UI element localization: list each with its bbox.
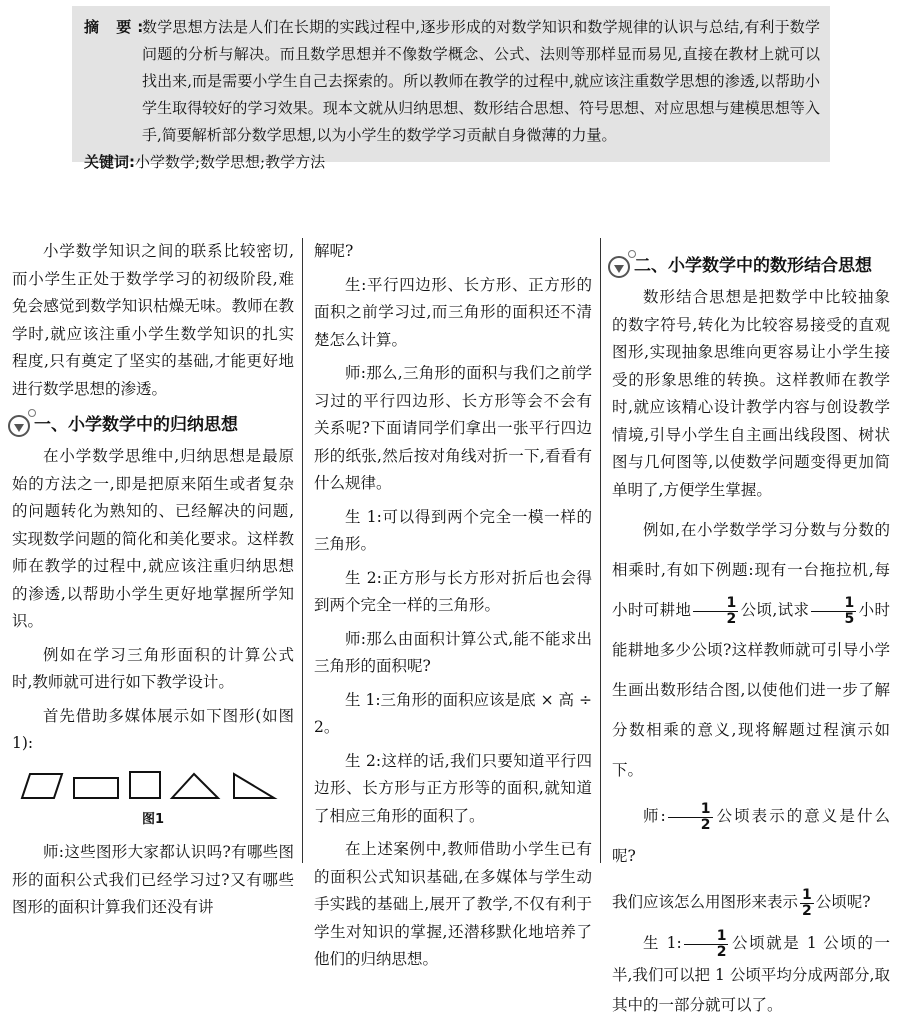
fraction-one-fifth [811, 596, 856, 627]
text-run: 小时能耕地多少公顷?这样教师就可引导小学生画出数形结合图,以使他们进一步了解分数相乘的意义,现将解题过程演示如下。 [612, 601, 890, 779]
paragraph: 生 2:正方形与长方形对折后也会得到两个完全一样的三角形。 [314, 568, 592, 614]
keywords-row [84, 149, 820, 176]
text-run: 公顷表示的意义是什么呢? [612, 807, 890, 865]
abstract-box [72, 6, 830, 171]
paragraph: 师:那么,三角形的面积与我们之前学习过的平行四边形、长方形等会不会有关系呢?下面请同学们拿出一张平行四边形的纸张,然后按对角线对折一下,看看有什么规律。 [314, 364, 592, 492]
parallelogram-shape [22, 774, 62, 798]
paragraph [612, 928, 890, 1020]
column-divider-1 [302, 238, 303, 863]
paragraph [612, 510, 890, 790]
fraction-numerator: 1 [811, 596, 856, 612]
rectangle-shape [74, 778, 118, 798]
paragraph: 生:平行四边形、长方形、正方形的面积之前学习过,而三角形的面积还不清楚怎么计算。 [314, 275, 592, 349]
text-run: 师: [643, 807, 666, 825]
paragraph [612, 882, 890, 922]
section-1-title: 一、小学数学中的归纳思想 [34, 415, 238, 436]
keywords-text: 小学数学;数学思想;教学方法 [135, 153, 326, 171]
paragraph: 数形结合思想是把数学中比较抽象的数字符号,转化为比较容易接受的直观图形,实现抽象思维向更容易让小学生接受的形象思维的转换。这样教师在教学时,就应该精心设计教学内容与创设教学情境,引导小学生自主画出线段图、树状图与几何图等,以使数学问题变得更加简单明了,方便学生掌握。 [612, 288, 890, 499]
paragraph: 解呢? [314, 242, 354, 260]
paragraph: 在小学数学思维中,归纳思想是最原始的方法之一,即是把原来陌生或者复杂的问题转化为熟知的、已经解决的问题,实现数学问题的简化和美化要求。这样教师在教学的过程中,就应该注重归纳思想的渗透,以帮助小学生更好地掌握所学知识。 [12, 447, 294, 630]
fraction-denominator: 2 [716, 943, 727, 960]
fraction-one-half [684, 929, 729, 960]
text-run: 公顷,试求 [740, 601, 810, 619]
text-run: 生 1: [643, 934, 682, 952]
paragraph: 在上述案例中,教师借助小学生已有的面积公式知识基础,在多媒体与学生动手实践的基础上,展开了教学,不仅有利于学生对知识的掌握,还潜移默化地培养了他们的归纳思想。 [314, 840, 592, 968]
paragraph: 首先借助多媒体展示如下图形(如图1): [12, 706, 294, 752]
down-arrow-circle-icon [608, 256, 630, 278]
fraction-denominator: 2 [700, 816, 711, 833]
column-divider-2 [600, 238, 601, 863]
keywords-label: 关键词: [84, 153, 135, 171]
fraction-numerator: 1 [668, 802, 713, 818]
fraction-numerator: 1 [684, 929, 729, 945]
intro-paragraph: 小学数学知识之间的联系比较密切,而小学生正处于数学学习的初级阶段,难免会感觉到数学知识枯燥无味。教师在教学时,就应该注重小学生数学知识的扎实程度,只有奠定了坚实的基础,才能更好地进行数学思想的渗透。 [12, 242, 294, 398]
section-1-heading [8, 411, 294, 441]
abstract-label: 摘 要: [84, 18, 150, 36]
column-1 [12, 238, 294, 916]
text-run: 我们应该怎么用图形来表示 [612, 893, 799, 911]
text-run: 公顷就是 1 公顷的一半,我们可以把 1 公顷平均分成两部分,取其中的一部分就可以了。 [612, 934, 891, 1014]
paragraph: 生 1:三角形的面积应该是底 × 高 ÷ 2。 [314, 690, 592, 736]
paragraph: 生 1:可以得到两个完全一模一样的三角形。 [314, 507, 592, 553]
section-2-title: 二、小学数学中的数形结合思想 [634, 256, 872, 277]
abstract-row [84, 14, 820, 149]
section-2-heading [608, 252, 890, 282]
column-3 [612, 238, 891, 1014]
fraction-one-half [668, 802, 713, 833]
paragraph [612, 796, 890, 876]
fraction-denominator: 2 [726, 610, 737, 627]
fraction-denominator: 2 [802, 902, 812, 919]
text-run: 例如,在小学数学学习分数与分数的相乘时,有如下例题:现有一台拖拉机,每小时可耕地 [612, 521, 890, 619]
column-2 [314, 238, 592, 968]
paragraph: 师:这些图形大家都认识吗?有哪些图形的面积公式我们已经学习过?又有哪些图形的面积计算我们还没有讲 [12, 843, 294, 916]
paragraph: 例如在学习三角形面积的计算公式时,教师就可进行如下教学设计。 [12, 645, 294, 691]
figure-1-caption: 图1 [141, 811, 165, 827]
fraction-one-half [693, 596, 738, 627]
paragraph: 生 2:这样的话,我们只要知道平行四边形、长方形与正方形等的面积,就知道了相应三角形的面积了。 [314, 751, 592, 825]
fraction-one-half [800, 888, 814, 919]
fraction-denominator: 5 [844, 610, 855, 627]
right-triangle-shape [234, 774, 274, 798]
abstract-text: 数学思想方法是人们在长期的实践过程中,逐步形成的对数学知识和数学规律的认识与总结,有利于数学问题的分析与解决。而且数学思想并不像数学概念、公式、法则等那样显而易见,直接在教材上就可以找出来,而是需要小学生自己去探索的。所以教师在教学的过程中,就应该注重数学思想的渗透,以帮助小学生取得较好的学习效果。现本文就从归纳思想、数形结合思想、符号思想、对应思想与建模思想等入手,简要解析部分数学思想,以为小学生的数学学习贡献自身微薄的力量。 [142, 18, 820, 144]
square-shape [130, 772, 160, 798]
fraction-numerator: 1 [802, 886, 812, 903]
paragraph: 师:那么由面积计算公式,能不能求出三角形的面积呢? [314, 629, 592, 675]
text-run: 公顷呢? [815, 893, 871, 911]
fraction-numerator: 1 [693, 596, 738, 612]
figure-1-shapes [12, 768, 292, 804]
triangle-shape [172, 774, 218, 798]
down-arrow-circle-icon [8, 415, 30, 437]
